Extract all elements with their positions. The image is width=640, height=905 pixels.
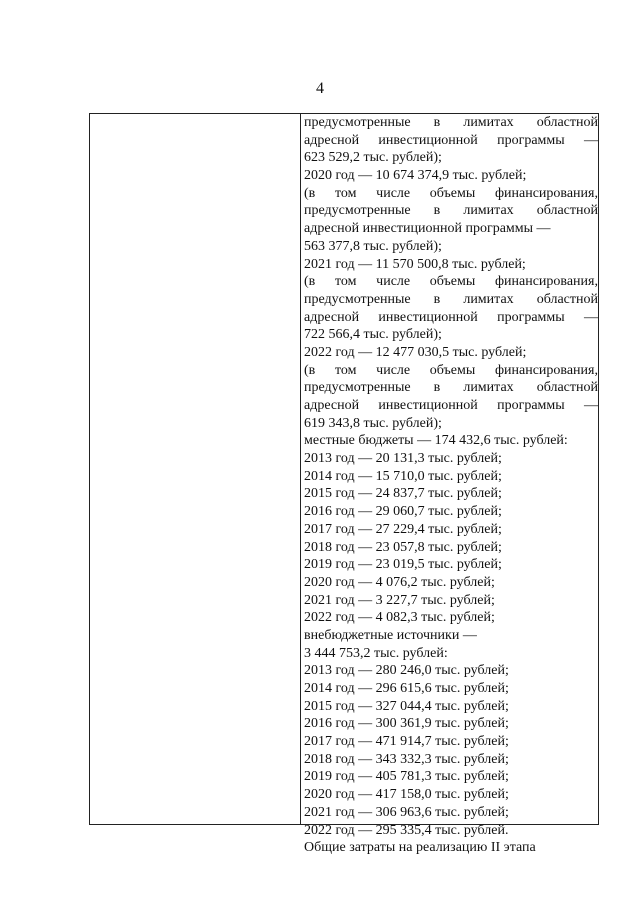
word: (в bbox=[304, 362, 316, 378]
word: областной bbox=[536, 115, 598, 130]
text-line: 2021 год — 306 963,6 тыс. рублей; bbox=[304, 804, 509, 820]
text-line: 2013 год — 280 246,0 тыс. рублей; bbox=[304, 663, 509, 679]
word: том bbox=[334, 185, 357, 201]
text-line: 2019 год — 405 781,3 тыс. рублей; bbox=[304, 769, 509, 785]
word: адресной bbox=[304, 398, 360, 413]
text-line bbox=[304, 273, 598, 291]
word: объемы bbox=[429, 362, 476, 378]
text-line: 2016 год — 300 361,9 тыс. рублей; bbox=[304, 716, 509, 732]
text-line bbox=[304, 132, 598, 150]
text-line bbox=[304, 291, 598, 309]
word: числе bbox=[376, 362, 411, 378]
text-line bbox=[304, 397, 598, 415]
text-line: внебюджетные источники — bbox=[304, 627, 477, 643]
text-line: 2020 год — 417 158,0 тыс. рублей; bbox=[304, 787, 509, 803]
word: областной bbox=[536, 203, 598, 219]
text-line: 2015 год — 327 044,4 тыс. рублей; bbox=[304, 698, 509, 714]
text-line bbox=[304, 185, 598, 203]
text-line: 563 377,8 тыс. рублей); bbox=[304, 238, 442, 254]
word: финансирования, bbox=[494, 274, 598, 290]
text-line: 2015 год — 24 837,7 тыс. рублей; bbox=[304, 486, 502, 502]
word: объемы bbox=[429, 185, 476, 201]
word: в bbox=[433, 115, 441, 130]
word: лимитах bbox=[463, 291, 514, 307]
text-line: 2021 год — 11 570 500,8 тыс. рублей; bbox=[304, 256, 526, 272]
text-line: 619 343,8 тыс. рублей); bbox=[304, 415, 442, 431]
word: (в bbox=[304, 185, 316, 201]
word: числе bbox=[376, 274, 411, 290]
word: том bbox=[334, 274, 357, 290]
word: — bbox=[584, 132, 598, 148]
word: предусмотренные bbox=[304, 291, 411, 307]
text-line bbox=[304, 114, 598, 132]
text-line: 2020 год — 10 674 374,9 тыс. рублей; bbox=[304, 168, 527, 184]
text-line: 2017 год — 27 229,4 тыс. рублей; bbox=[304, 521, 502, 537]
table-right-cell bbox=[301, 114, 598, 856]
text-line: 623 529,2 тыс. рублей); bbox=[304, 150, 442, 166]
table-left-cell bbox=[90, 114, 301, 824]
word: программы bbox=[497, 309, 565, 325]
word: инвестиционной bbox=[378, 309, 478, 325]
text-line: 2022 год — 4 082,3 тыс. рублей; bbox=[304, 610, 495, 626]
word: финансирования, bbox=[494, 362, 598, 378]
word: предусмотренные bbox=[304, 203, 411, 219]
word: программы bbox=[497, 398, 565, 413]
word: том bbox=[334, 362, 357, 378]
word: — bbox=[584, 309, 598, 325]
word: адресной bbox=[304, 132, 360, 148]
text-line: 2020 год — 4 076,2 тыс. рублей; bbox=[304, 574, 495, 590]
word: числе bbox=[376, 185, 411, 201]
word: в bbox=[433, 380, 441, 396]
text-line: 2016 год — 29 060,7 тыс. рублей; bbox=[304, 504, 502, 520]
word: инвестиционной bbox=[378, 398, 478, 413]
text-line bbox=[304, 362, 598, 380]
text-line: 3 444 753,2 тыс. рублей: bbox=[304, 645, 448, 661]
text-line bbox=[304, 309, 598, 327]
text-line: адресной инвестиционной программы — bbox=[304, 221, 551, 237]
word: областной bbox=[536, 380, 598, 396]
word: финансирования, bbox=[494, 185, 598, 201]
word: инвестиционной bbox=[378, 132, 478, 148]
text-line: 2013 год — 20 131,3 тыс. рублей; bbox=[304, 451, 502, 467]
word: предусмотренные bbox=[304, 380, 411, 396]
word: программы bbox=[497, 132, 565, 148]
text-line: 722 566,4 тыс. рублей); bbox=[304, 327, 442, 343]
text-line: 2022 год — 12 477 030,5 тыс. рублей; bbox=[304, 344, 527, 360]
text-line: местные бюджеты — 174 432,6 тыс. рублей: bbox=[304, 433, 568, 449]
word: адресной bbox=[304, 309, 360, 325]
word: областной bbox=[536, 291, 598, 307]
word: объемы bbox=[429, 274, 476, 290]
word: в bbox=[433, 203, 441, 219]
text-line: 2019 год — 23 019,5 тыс. рублей; bbox=[304, 557, 502, 573]
page-number: 4 bbox=[316, 80, 324, 97]
text-line: 2014 год — 296 615,6 тыс. рублей; bbox=[304, 681, 509, 696]
text-line: 2018 год — 23 057,8 тыс. рублей; bbox=[304, 539, 502, 555]
document-table bbox=[89, 113, 599, 856]
word: лимитах bbox=[463, 203, 514, 219]
text-line: Общие затраты на реализацию II этапа bbox=[304, 840, 536, 856]
word: лимитах bbox=[463, 115, 514, 130]
text-line: 2022 год — 295 335,4 тыс. рублей. bbox=[304, 822, 509, 838]
text-line: 2018 год — 343 332,3 тыс. рублей; bbox=[304, 751, 509, 767]
word: лимитах bbox=[463, 380, 514, 396]
word: в bbox=[433, 291, 441, 307]
text-line: 2021 год — 3 227,7 тыс. рублей; bbox=[304, 592, 495, 608]
word: (в bbox=[304, 274, 316, 290]
text-line bbox=[304, 202, 598, 220]
word: — bbox=[584, 398, 598, 413]
text-line: 2014 год — 15 710,0 тыс. рублей; bbox=[304, 468, 502, 484]
word: предусмотренные bbox=[304, 115, 411, 130]
text-line bbox=[304, 379, 598, 397]
text-line: 2017 год — 471 914,7 тыс. рублей; bbox=[304, 734, 509, 750]
